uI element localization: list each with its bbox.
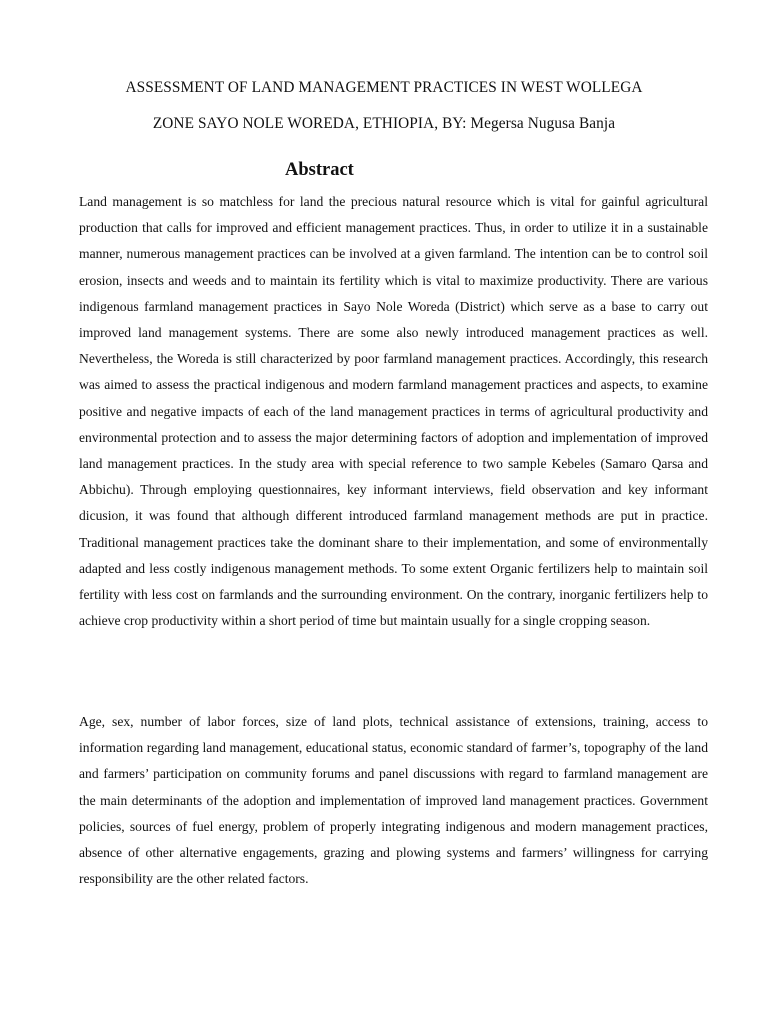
document-title-line-2: ZONE SAYO NOLE WOREDA, ETHIOPIA, BY: Megersa Nugusa Banja: [152, 115, 616, 132]
abstract-heading: Abstract: [285, 160, 354, 180]
abstract-paragraph-2: Age, sex, number of labor forces, size of land plots, technical assistance of extensions, training, access to information regarding land management, educational status, economic standard of farmer’s, topography of the land and farmers’ participation on community forums and panel discussions with regard to farmland management are the main determinants of the adoption and implementation of improved land management practices. Government policies, sources of fuel energy, problem of properly integrating indigenous and modern management practices, absence of other alternative engagements, grazing and plowing systems and farmers’ willingness for carrying responsibility are the other related factors.: [79, 714, 708, 887]
abstract-paragraph-1: Land management is so matchless for land the precious natural resource which is vital for gainful agricultural production that calls for improved and efficient management practices. Thus, in order to utilize it in a sustainable manner, numerous management practices can be involved at a given farmland. The intention can be to control soil erosion, insects and weeds and to maintain its fertility which is vital to maximize productivity. There are various indigenous farmland management practices in Sayo Nole Woreda (District) which serve as a base to carry out improved land management systems. There are some also newly introduced management practices as well. Nevertheless, the Woreda is still characterized by poor farmland management practices. Accordingly, this research was aimed to assess the practical indigenous and modern farmland management practices and aspects, to examine positive and negative impacts of each of the land management practices in terms of agricultural productivity and environmental protection and to assess the major determining factors of adoption and implementation of improved land management practices. In the study area with special reference to two sample Kebeles (Samaro Qarsa and Abbichu). Through employing questionnaires, key informant interviews, field observation and key informant dicusion, it was found that although different introduced farmland management methods are put in practice. Traditional management practices take the dominant share to their implementation, and some of environmentally adapted and less costly indigenous management methods. To some extent Organic fertilizers help to maintain soil fertility with less cost on farmlands and the surrounding environment. On the contrary, inorganic fertilizers help to achieve crop productivity within a short period of time but maintain usually for a single cropping season.: [79, 194, 708, 629]
document-title-line-1: ASSESSMENT OF LAND MANAGEMENT PRACTICES IN WEST WOLLEGA: [125, 79, 643, 96]
